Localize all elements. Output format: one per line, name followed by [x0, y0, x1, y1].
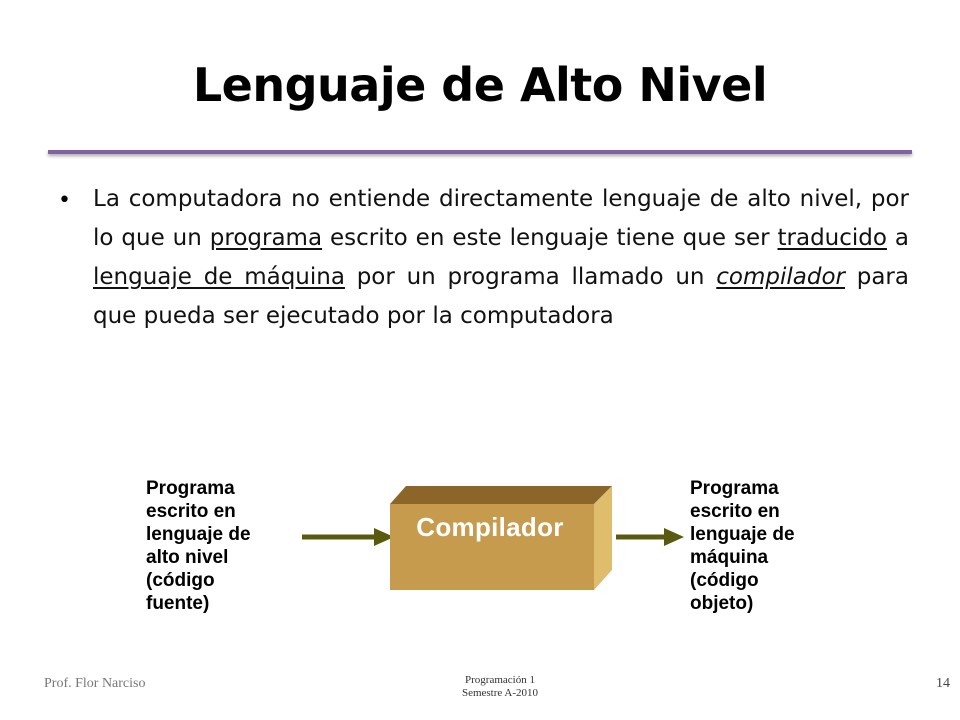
bullet-text-part4: por un programa llamado un: [344, 264, 717, 290]
term-programa: programa: [209, 225, 323, 251]
output-arrow-icon: [616, 526, 684, 548]
source-label-line: lenguaje de: [146, 524, 251, 545]
bullet-icon: •: [58, 188, 71, 213]
input-arrow-icon: [302, 526, 394, 548]
footer-course-line: Programación 1: [465, 674, 535, 686]
bullet-text-part1: La computadora no entiende directamente lenguaje de alto nivel, por lo que un: [93, 186, 909, 251]
bullet-text-part2: escrito en este lenguaje tiene que ser: [322, 225, 778, 251]
title-divider: [48, 150, 912, 154]
source-label-line: (código: [146, 570, 215, 591]
source-program-label: [146, 477, 296, 615]
target-label-line: escrito en: [690, 501, 780, 522]
bullet-text-part3: a: [886, 225, 909, 251]
source-label-line: Programa: [146, 478, 235, 499]
footer-course: [430, 674, 570, 700]
source-label-line: alto nivel: [146, 547, 229, 568]
source-label-line: escrito en: [146, 501, 236, 522]
bullet-paragraph: [93, 180, 909, 336]
compiler-label: Compilador: [416, 512, 564, 542]
slide-title: Lenguaje de Alto Nivel: [192, 58, 768, 112]
target-label-line: objeto): [690, 593, 754, 614]
target-label-line: máquina: [690, 547, 769, 568]
term-lenguaje-maquina: lenguaje de máquina: [93, 264, 345, 290]
term-traducido: traducido: [777, 225, 887, 251]
bullet-text-part5: para que pueda ser ejecutado por la computadora: [93, 264, 909, 329]
target-label-line: (código: [690, 570, 759, 591]
target-label-line: lenguaje de: [690, 524, 795, 545]
target-label-line: Programa: [690, 478, 779, 499]
source-label-line: fuente): [146, 593, 210, 614]
page-number: 14: [936, 676, 950, 691]
footer-author: Prof. Flor Narciso: [44, 676, 146, 691]
term-compilador: compilador: [716, 264, 845, 290]
footer-course-line: Semestre A-2010: [461, 687, 539, 699]
target-program-label: [690, 477, 840, 615]
